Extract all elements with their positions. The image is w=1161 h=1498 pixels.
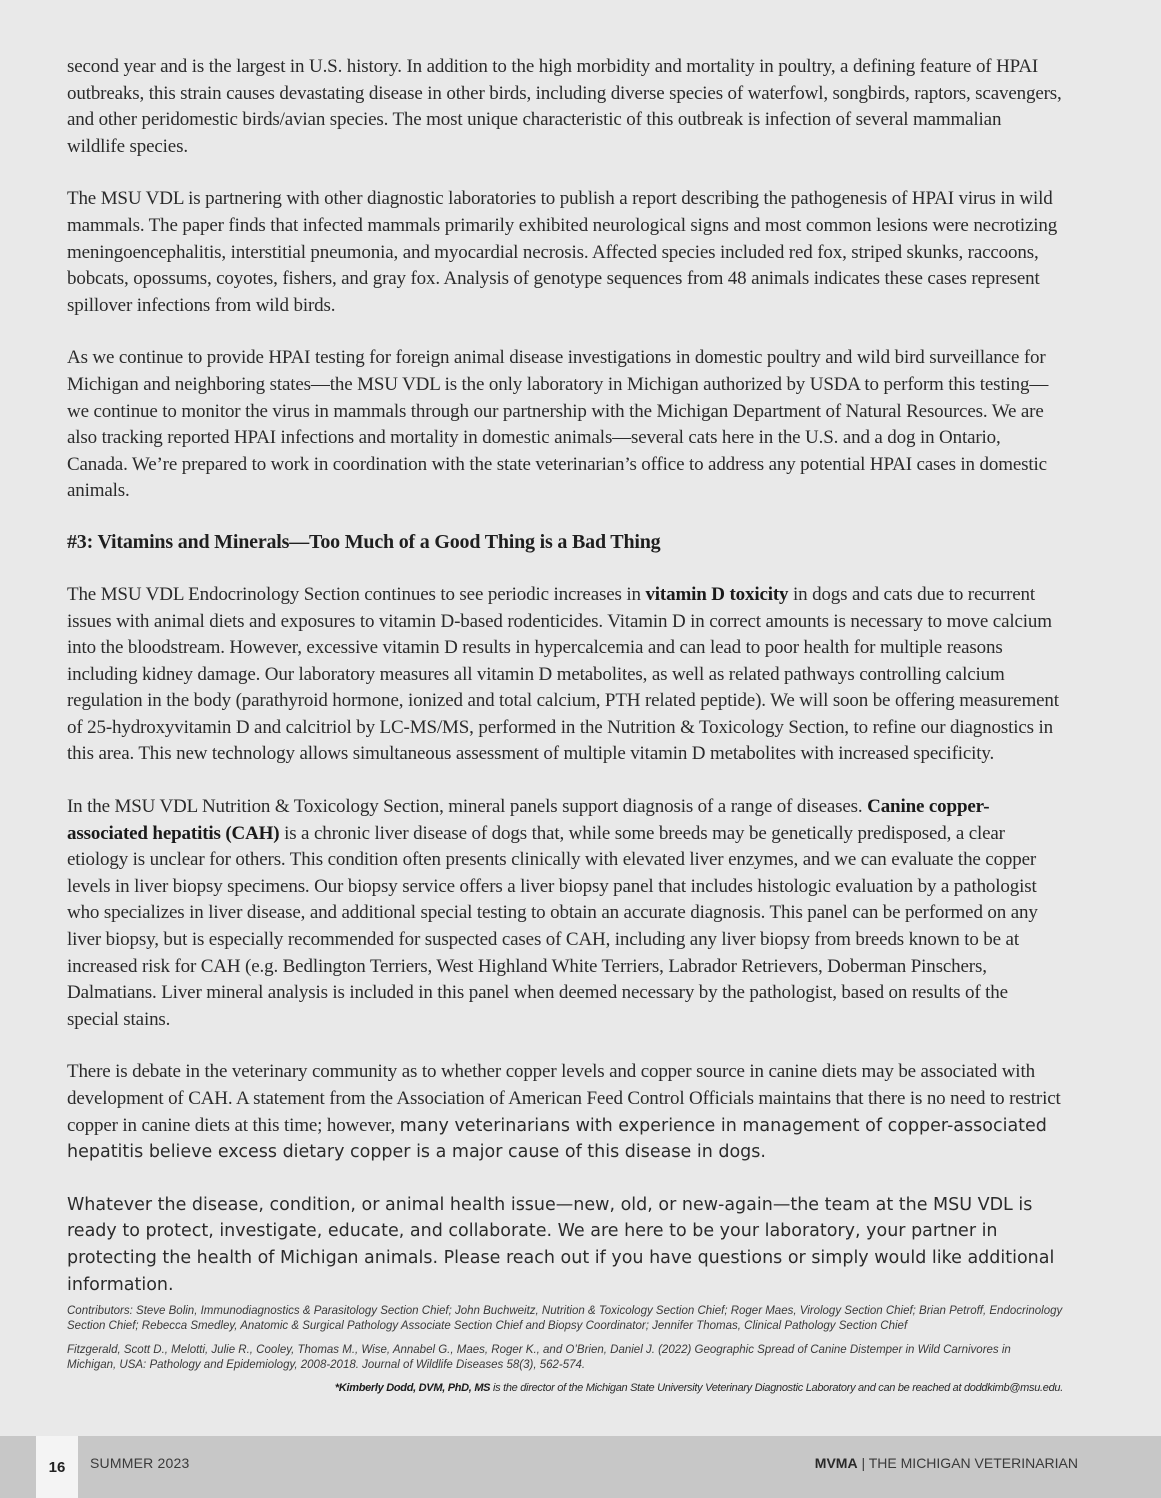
author-note xyxy=(67,1382,1063,1394)
publication-label xyxy=(815,1455,1078,1471)
vitamin-d-toxicity-term: vitamin D toxicity xyxy=(645,583,789,605)
org-name: MVMA xyxy=(814,1455,858,1471)
cah-term: Canine copper-associated hepatitis (CAH) xyxy=(67,796,990,844)
author-name: *Kimberly Dodd, DVM, PhD, MS xyxy=(334,1382,491,1395)
copper-hepatitis-paragraph xyxy=(67,794,1063,1033)
article-body xyxy=(67,54,1063,1394)
issue-label: SUMMER 2023 xyxy=(90,1455,190,1471)
debate-sans-text: many veterinarians with experience in management of copper-associated hepatitis believe excess dietary copper is a major cause of this disease in dogs. xyxy=(67,1115,1047,1163)
closing-paragraph: Whatever the disease, condition, or animal health issue—new, old, or new-again—the team at the MSU VDL is ready to protect, investigate, educate, and collaborate. We are here to be your laboratory, your partner in protecting the health of Michigan animals. Please reach out if you have questions or simply would like additional information. xyxy=(67,1194,1055,1295)
copper-text-end: is a chronic liver disease of dogs that, while some breeds may be genetically predisposed, a clear etiology is unclear for others. This condition often presents clinically with elevated liver enzymes, and we can evaluate the copper levels in liver biopsy specimens. Our biopsy service offers a liver biopsy panel that includes histologic evaluation by a pathologist who specializes in liver disease, and additional special testing to obtain an accurate diagnosis. This panel can be performed on any liver biopsy, but is especially recommended for suspected cases of CAH, including any liver biopsy from breeds known to be at increased risk for CAH (e.g. Bedlington Terriers, West Highland White Terriers, Labrador Retrievers, Doberman Pinschers, Dalmatians. Liver mineral analysis is included in this panel when deemed necessary by the pathologist, based on results of the special stains. xyxy=(67,822,1038,1030)
page-number: 16 xyxy=(36,1436,78,1498)
footer-separator: | xyxy=(861,1455,866,1471)
reference-citation: Fitzgerald, Scott D., Melotti, Julie R., Cooley, Thomas M., Wise, Annabel G., Maes, Roger K., and O’Brien, Daniel J. (2022) Geographic Spread of Canine Distemper in Wild Carnivores in Michigan, USA: Pathology and Epidemiology, 2008-2018. Journal of Wildlife Diseases 58(3), 562-574. xyxy=(67,1344,1011,1371)
vitamin-d-text-end: in dogs and cats due to recurrent issues with animal diets and exposures to vitamin D-based rodenticides. Vitamin D in correct amounts is necessary to move calcium into the bloodstream. However, excessive vitamin D results in hypercalcemia and can lead to poor health for multiple reasons including kidney damage. Our laboratory measures all vitamin D metabolites, as well as related pathways controlling calcium regulation in the body (parathyroid hormone, ionized and total calcium, PTH related peptide). We will soon be offering measurement of 25-hydroxyvitamin D and calcitriol by LC-MS/MS, performed in the Nutrition & Toxicology Section, to refine our diagnostics in this area. This new technology allows simultaneous assessment of multiple vitamin D metabolites with increased specificity. xyxy=(67,583,1059,765)
hpai-testing-paragraph: As we continue to provide HPAI testing for foreign animal disease investigations in domestic poultry and wild bird surveillance for Michigan and neighboring states—the MSU VDL is the only laboratory in Michigan authorized by USDA to perform this testing—we continue to monitor the virus in mammals through our partnership with the Michigan Department of Natural Resources. We are also tracking reported HPAI infections and mortality in domestic animals—several cats here in the U.S. and a dog in Ontario, Canada. We’re prepared to work in coordination with the state veterinarian’s office to address any potential HPAI cases in domestic animals. xyxy=(67,347,1049,502)
copper-text-start: In the MSU VDL Nutrition & Toxicology Section, mineral panels support diagnosis of a range of diseases. xyxy=(67,796,868,818)
copper-debate-paragraph xyxy=(67,1059,1063,1165)
hpai-intro-paragraph: second year and is the largest in U.S. history. In addition to the high morbidity and mortality in poultry, a defining feature of HPAI outbreaks, this strain causes devastating disease in other birds, including diverse species of waterfowl, songbirds, raptors, scavengers, and other peridomestic birds/avian species. The most unique characteristic of this outbreak is infection of several mammalian wildlife species. xyxy=(67,56,1062,157)
vitamin-d-paragraph xyxy=(67,582,1063,768)
debate-serif-text: There is debate in the veterinary community as to whether copper levels and copper source in canine diets may be associated with development of CAH. A statement from the Association of American Feed Control Officials maintains that there is no need to restrict copper in canine diets at this time; however, xyxy=(67,1061,1061,1136)
author-description: is the director of the Michigan State University Veterinary Diagnostic Laboratory and can be reached at doddkimb@msu.edu. xyxy=(490,1382,1063,1395)
vitamin-d-text-start: The MSU VDL Endocrinology Section continues to see periodic increases in xyxy=(67,583,646,605)
section-heading: #3: Vitamins and Minerals—Too Much of a Good Thing is a Bad Thing xyxy=(67,530,661,553)
publication-name: THE MICHIGAN VETERINARIAN xyxy=(868,1455,1078,1471)
page-footer xyxy=(0,1436,1161,1498)
contributors-note: Contributors: Steve Bolin, Immunodiagnostics & Parasitology Section Chief; John Buchweitz, Nutrition & Toxicology Section Chief; Roger Maes, Virology Section Chief; Brian Petroff, Endocrinology Section Chief; Rebecca Smedley, Anatomic & Surgical Pathology Associate Section Chief and Biopsy Coordinator; Jennifer Thomas, Clinical Pathology Section Chief xyxy=(67,1305,1063,1332)
hpai-mammals-paragraph: The MSU VDL is partnering with other diagnostic laboratories to publish a report describing the pathogenesis of HPAI virus in wild mammals. The paper finds that infected mammals primarily exhibited neurological signs and most common lesions were necrotizing meningoencephalitis, interstitial pneumonia, and myocardial necrosis. Affected species included red fox, striped skunks, raccoons, bobcats, opossums, coyotes, fishers, and gray fox. Analysis of genotype sequences from 48 animals indicates these cases represent spillover infections from wild birds. xyxy=(67,188,1058,316)
